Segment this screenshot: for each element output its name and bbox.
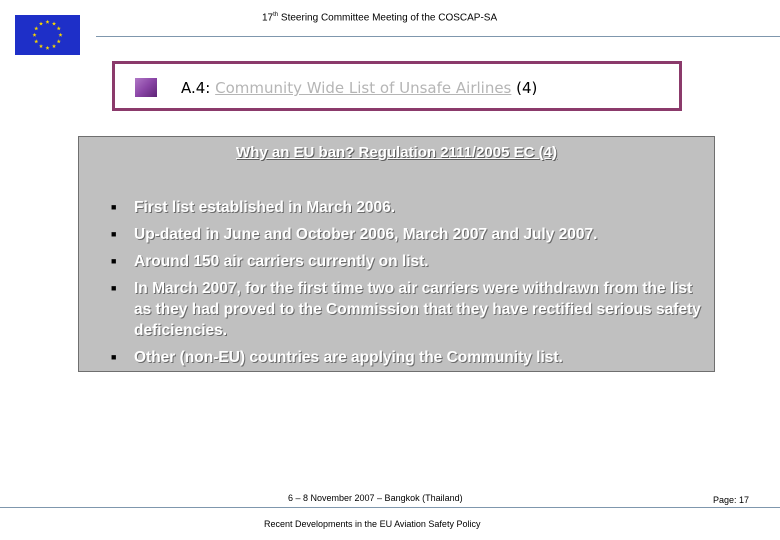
list-item: ■ Around 150 air carriers currently on list. [111, 253, 429, 270]
bullet-marker-icon: ■ [111, 229, 117, 239]
eu-star-icon [58, 33, 62, 37]
content-subtitle: Why an EU ban? Regulation 2111/2005 EC (4) [236, 144, 557, 161]
eu-star-icon [45, 20, 49, 24]
slide-title-box [112, 61, 682, 111]
list-item: ■ In March 2007, for the first time two air carriers were withdrawn from the list as they had proved to the Commission that they have rectified serious safety deficiencies. [111, 280, 701, 339]
eu-star-icon [34, 39, 38, 43]
eu-star-icon [32, 33, 36, 37]
list-item: ■ First list established in March 2006. [111, 199, 396, 216]
eu-star-icon [39, 44, 43, 48]
eu-star-icon [57, 26, 61, 30]
bullet-list [109, 197, 709, 374]
content-panel [78, 136, 715, 372]
footer-date: 6 – 8 November 2007 – Bangkok (Thailand) [288, 493, 463, 503]
eu-star-icon [52, 22, 56, 26]
eu-star-icon [45, 46, 49, 50]
page-number: Page: 17 [713, 495, 750, 505]
bullet-marker-icon: ■ [111, 352, 117, 362]
eu-stars-icon [15, 15, 80, 55]
footer-divider [0, 507, 780, 508]
header-divider [96, 36, 780, 37]
list-item: ■ Up-dated in June and October 2006, March 2007 and July 2007. [111, 226, 598, 243]
slide-title: A.4: Community Wide List of Unsafe Airlines (4) [181, 79, 538, 97]
bullet-marker-icon: ■ [111, 256, 117, 266]
list-item: ■ Other (non-EU) countries are applying the Community list. [111, 349, 563, 366]
bullet-marker-icon: ■ [111, 202, 117, 212]
title-bullet-icon [135, 78, 157, 97]
eu-flag-logo [15, 15, 80, 55]
eu-star-icon [39, 22, 43, 26]
slide-title-link[interactable]: Community Wide List of Unsafe Airlines [215, 79, 512, 97]
meeting-title: 17th Steering Committee Meeting of the COSCAP-SA [262, 12, 498, 24]
eu-star-icon [57, 39, 61, 43]
footer-policy: Recent Developments in the EU Aviation Safety Policy [264, 519, 481, 529]
eu-star-icon [52, 44, 56, 48]
eu-star-icon [34, 26, 38, 30]
bullet-marker-icon: ■ [111, 283, 117, 293]
